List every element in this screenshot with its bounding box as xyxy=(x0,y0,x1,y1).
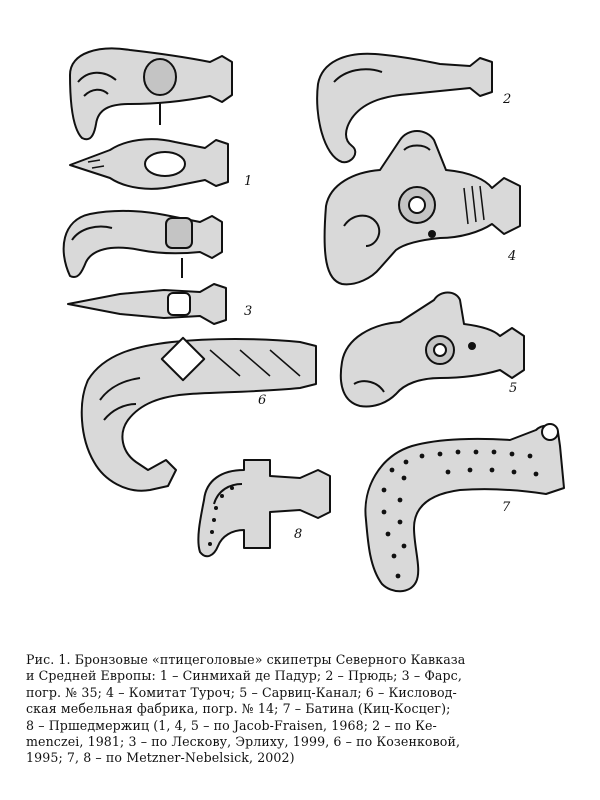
caption-line: 1995; 7, 8 – по Metzner-Nebelsick, 2002) xyxy=(26,750,295,766)
figure-caption xyxy=(26,652,574,767)
figure-label-5: 5 xyxy=(509,381,518,396)
artifact-7-drawing xyxy=(365,424,564,591)
figure-label-2: 2 xyxy=(503,92,512,107)
caption-line: menczei, 1981; 3 – по Лескову, Эрлиху, 1999, 6 – по Козенковой, xyxy=(26,734,461,750)
caption-line: ская мебельная фабрика, погр. № 14; 7 – Батина (Киц-Косцег); xyxy=(26,701,451,717)
artifact-3-top-drawing xyxy=(64,211,222,277)
artifact-1-side-drawing xyxy=(70,139,228,189)
figure-label-7: 7 xyxy=(502,500,511,515)
artifact-5-drawing xyxy=(341,293,524,407)
caption-line: погр. № 35; 4 – Комитат Туроч; 5 – Сарвиц-Канал; 6 – Кисловод- xyxy=(26,684,457,700)
figure-label-1: 1 xyxy=(244,174,253,189)
artifact-8-drawing xyxy=(198,460,330,556)
caption-line: и Средней Европы: 1 – Синмихай де Падур; 2 – Прюдь; 3 – Фарс, xyxy=(26,668,462,684)
artifact-1-top-drawing xyxy=(70,48,232,139)
caption-line: 8 – Пршедмержиц (1, 4, 5 – по Jacob-Fraisen, 1968; 2 – по Ке- xyxy=(26,717,437,733)
figure-label-8: 8 xyxy=(294,527,303,542)
artifact-6-drawing xyxy=(82,338,316,491)
artifact-3-side-drawing xyxy=(68,284,226,324)
figure-label-4: 4 xyxy=(508,249,517,264)
figure-label-3: 3 xyxy=(244,304,253,319)
caption-line: Рис. 1. Бронзовые «птицеголовые» скипетры Северного Кавказа xyxy=(26,652,466,667)
figure-label-6: 6 xyxy=(258,393,267,408)
